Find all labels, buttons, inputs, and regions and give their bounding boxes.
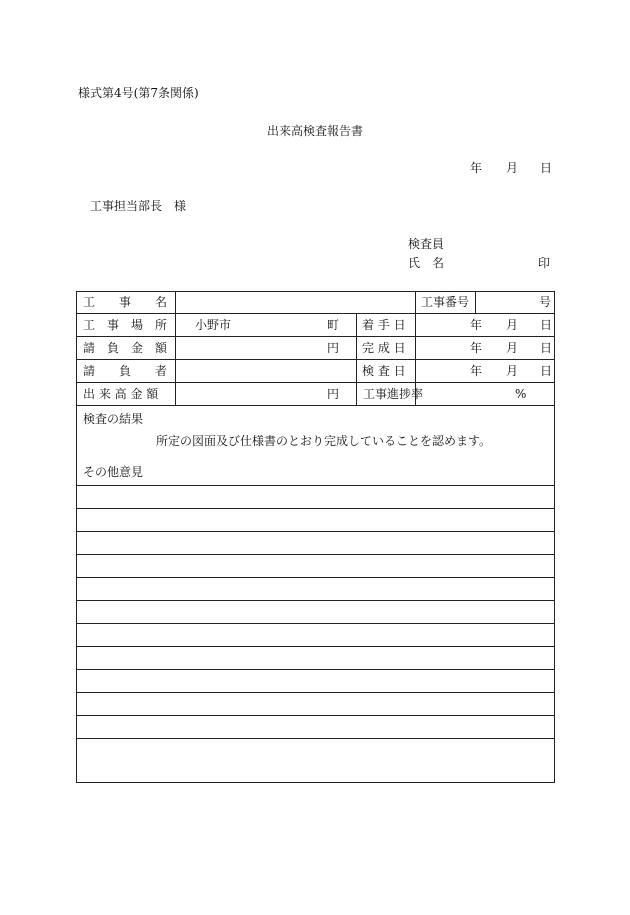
progress-amount-yen: 円 — [327, 387, 340, 401]
inspection-result-text: 所定の図面及び仕様書のとおり完成していることを認めます。 — [156, 434, 492, 448]
addressee: 工事担当部長 様 — [90, 199, 187, 213]
start-date-day: 日 — [540, 318, 553, 332]
construction-site-town-suffix: 町 — [327, 318, 340, 332]
start-date-year: 年 — [470, 318, 483, 332]
inspection-date-label: 検 査 日 — [362, 364, 406, 378]
completion-date-label: 完 成 日 — [362, 341, 406, 355]
inspection-result-label: 検査の結果 — [83, 412, 144, 426]
contractor-label: 請 負 者 — [83, 364, 168, 378]
progress-rate-label: 工事進捗率 — [363, 387, 424, 401]
progress-rate-percent: % — [515, 387, 527, 401]
date-year-label: 年 — [470, 161, 483, 175]
report-table — [76, 291, 555, 783]
inspector-label: 検査員 — [408, 237, 445, 251]
inspection-date-month: 月 — [506, 364, 519, 378]
construction-number-suffix: 号 — [539, 295, 552, 309]
other-opinions-label: その他意見 — [83, 465, 144, 479]
completion-date-day: 日 — [540, 341, 553, 355]
construction-site-label: 工 事 場 所 — [83, 318, 168, 332]
progress-amount-label: 出 来 高 金 額 — [83, 387, 159, 401]
start-date-month: 月 — [506, 318, 519, 332]
document-title: 出来高検査報告書 — [266, 124, 363, 138]
contract-amount-label: 請 負 金 額 — [83, 341, 168, 355]
seal-label: 印 — [538, 256, 551, 270]
inspection-date-year: 年 — [470, 364, 483, 378]
construction-number-label: 工事番号 — [421, 295, 470, 309]
contract-amount-yen: 円 — [327, 341, 340, 355]
construction-name-label: 工 事 名 — [83, 295, 168, 309]
construction-site-city: 小野市 — [195, 318, 232, 332]
completion-date-year: 年 — [470, 341, 483, 355]
inspection-date-day: 日 — [540, 364, 553, 378]
completion-date-month: 月 — [506, 341, 519, 355]
date-month-label: 月 — [506, 161, 519, 175]
date-day-label: 日 — [540, 161, 553, 175]
start-date-label: 着 手 日 — [362, 318, 406, 332]
form-number: 様式第4号(第7条関係) — [78, 86, 199, 100]
inspector-name-label: 氏 名 — [408, 256, 445, 270]
